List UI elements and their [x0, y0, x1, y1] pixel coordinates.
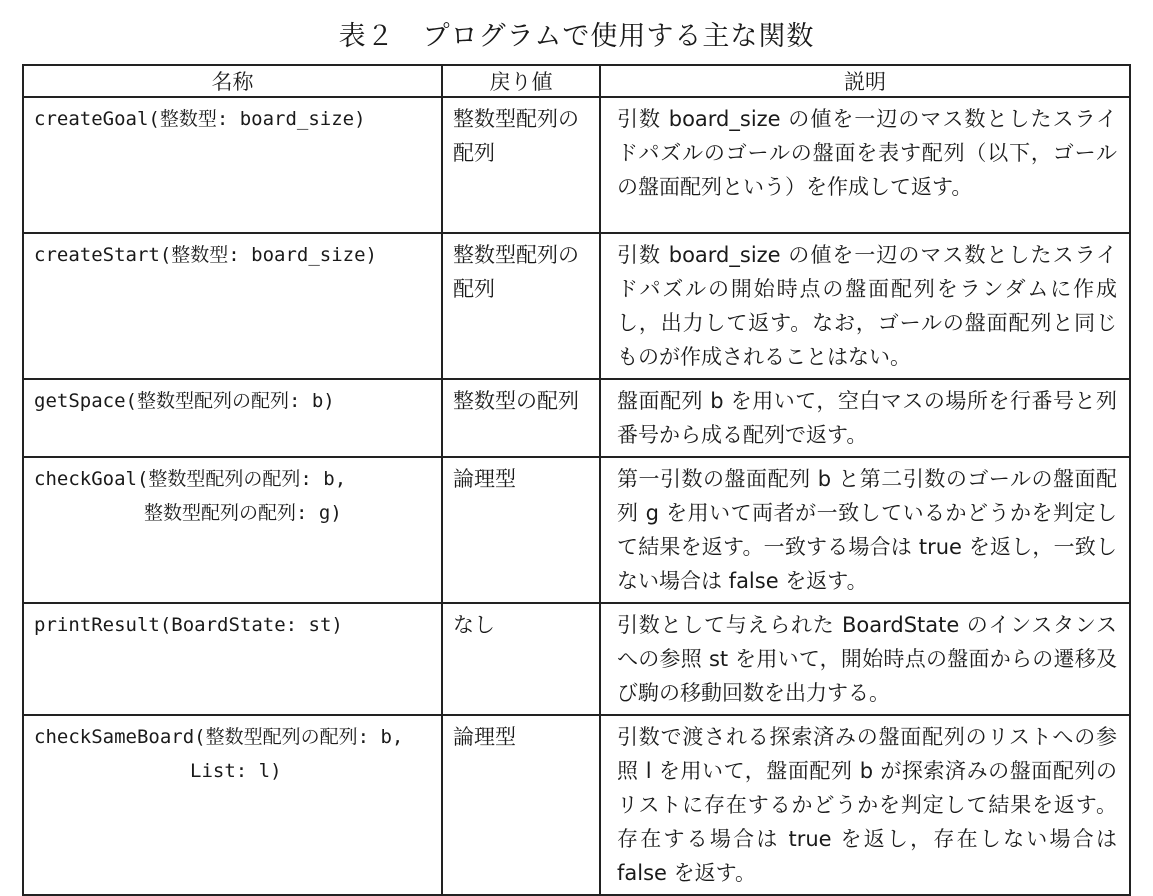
function-signature-continuation: 整数型配列の配列: g)	[144, 502, 342, 524]
description-cell: 引数 board_size の値を一辺のマス数としたスライドパズルのゴールの盤面を表す配列（以下，ゴールの盤面配列という）を作成して返す。	[600, 97, 1130, 233]
function-signature-continuation: List: l)	[190, 760, 282, 782]
function-name-cell	[23, 379, 442, 457]
description-cell: 引数で渡される探索済みの盤面配列のリストへの参照 l を用いて，盤面配列 b が探索済みの盤面配列のリストに存在するかどうかを判定して結果を返す。存在する場合は true を返し，存在しない場合は false を返す。	[600, 715, 1130, 895]
table-row	[23, 457, 1130, 603]
function-signature: createGoal(整数型: board_size)	[34, 108, 366, 130]
function-signature: checkSameBoard(整数型配列の配列: b,	[34, 726, 404, 748]
table-row	[23, 233, 1130, 379]
function-name-cell	[23, 603, 442, 715]
description-cell: 盤面配列 b を用いて，空白マスの場所を行番号と列番号から成る配列で返す。	[600, 379, 1130, 457]
function-signature: createStart(整数型: board_size)	[34, 244, 377, 266]
description-cell: 第一引数の盤面配列 b と第二引数のゴールの盤面配列 g を用いて両者が一致しているかどうかを判定して結果を返す。一致する場合は true を返し，一致しない場合は false を返す。	[600, 457, 1130, 603]
function-signature: printResult(BoardState: st)	[34, 614, 343, 636]
return-type-cell: 論理型	[442, 715, 600, 895]
return-type-cell: なし	[442, 603, 600, 715]
function-signature: checkGoal(整数型配列の配列: b,	[34, 468, 347, 490]
table-row	[23, 603, 1130, 715]
table-caption: 表２ プログラムで使用する主な関数	[338, 21, 815, 52]
return-type-cell: 論理型	[442, 457, 600, 603]
return-type-cell: 整数型配列の配列	[442, 97, 600, 233]
description-cell: 引数 board_size の値を一辺のマス数としたスライドパズルの開始時点の盤面配列をランダムに作成し，出力して返す。なお，ゴールの盤面配列と同じものが作成されることはない。	[600, 233, 1130, 379]
return-type-cell: 整数型の配列	[442, 379, 600, 457]
functions-table	[22, 64, 1131, 896]
table-row	[23, 715, 1130, 895]
function-signature: getSpace(整数型配列の配列: b)	[34, 390, 335, 412]
function-name-cell	[23, 97, 442, 233]
table-row	[23, 97, 1130, 233]
return-type-cell: 整数型配列の配列	[442, 233, 600, 379]
header-return: 戻り値	[442, 65, 600, 97]
function-name-cell	[23, 233, 442, 379]
header-name: 名称	[23, 65, 442, 97]
function-name-cell	[23, 457, 442, 603]
function-name-cell	[23, 715, 442, 895]
header-description: 説明	[600, 65, 1130, 97]
description-cell: 引数として与えられた BoardState のインスタンスへの参照 st を用いて，開始時点の盤面からの遷移及び駒の移動回数を出力する。	[600, 603, 1130, 715]
table-row	[23, 379, 1130, 457]
table-header-row	[23, 65, 1130, 97]
